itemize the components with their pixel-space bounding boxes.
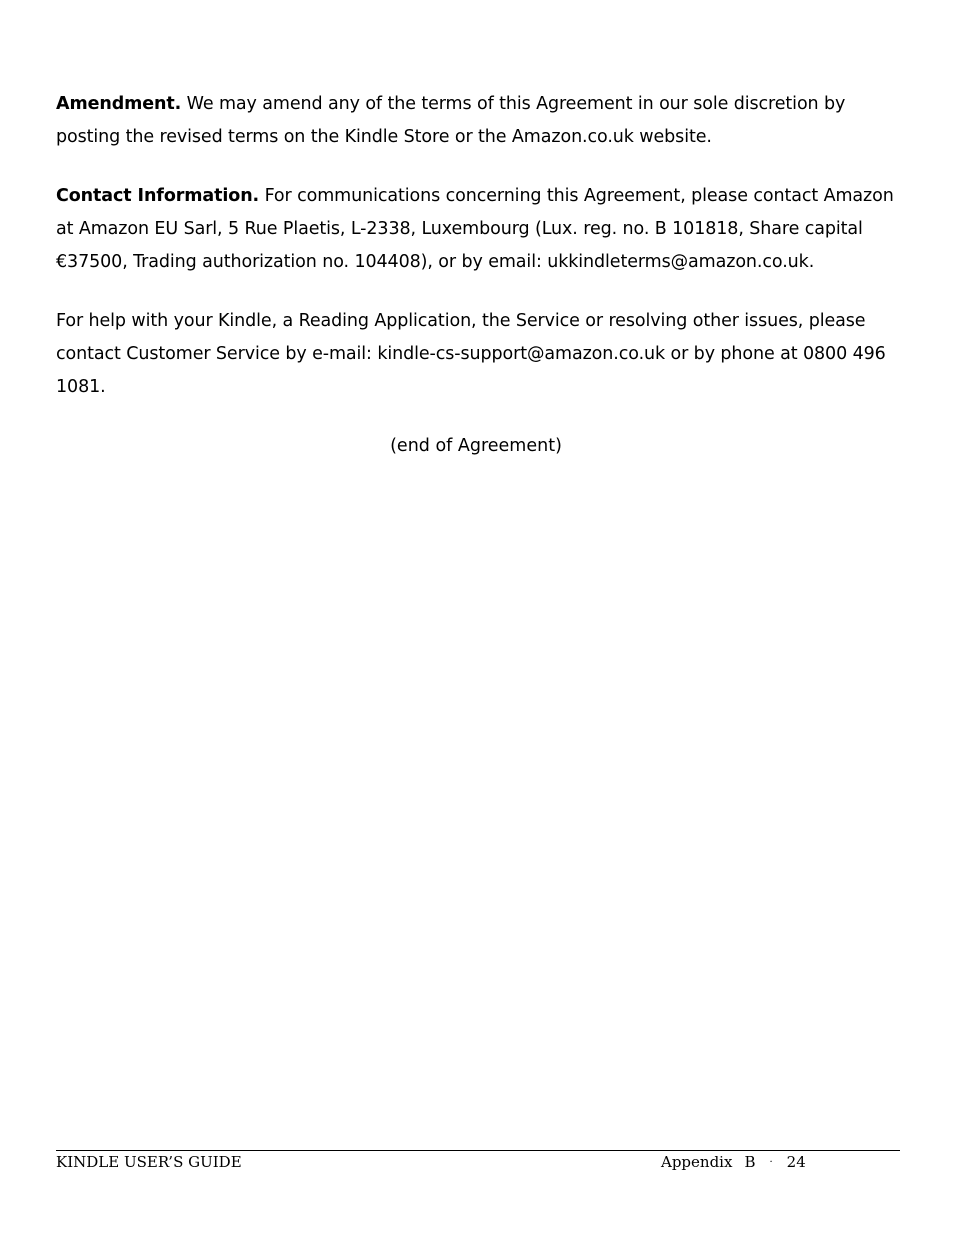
contact-paragraph: [56, 180, 896, 279]
end-of-agreement-note: (end of Agreement): [390, 436, 562, 456]
contact-heading: Contact Information.: [56, 186, 260, 206]
footer-section-letter: B: [744, 1153, 756, 1171]
footer-section-label: Appendix: [661, 1153, 733, 1171]
contact-text: For communications concerning this Agreement, please contact Amazon at Amazon EU Sarl, 5 Rue Plaetis, L-2338, Luxembourg (Lux. reg. no. B 101818, Share capital €37500, Trading authorization no. 104408), or by email: ukkindleterms@amazon.co.uk.: [56, 186, 894, 272]
help-paragraph: [56, 305, 896, 404]
page-footer: [56, 1152, 900, 1172]
help-text: For help with your Kindle, a Reading Application, the Service or resolving other issues, please contact Customer Service by e-mail: kindle-cs-support@amazon.co.uk or by phone at 0800 496 1081.: [56, 311, 886, 397]
amendment-heading: Amendment.: [56, 94, 182, 114]
footer-page-number: 24: [786, 1153, 806, 1171]
document-body: [56, 88, 896, 463]
footer-separator: ·: [769, 1157, 773, 1168]
amendment-paragraph: [56, 88, 896, 154]
amendment-text: We may amend any of the terms of this Agreement in our sole discretion by posting the revised terms on the Kindle Store or the Amazon.co.uk website.: [56, 94, 846, 147]
footer-guide-title: KINDLE USER’S GUIDE: [56, 1153, 242, 1171]
footer-page-info: [661, 1152, 806, 1173]
footer-divider: [56, 1150, 900, 1151]
